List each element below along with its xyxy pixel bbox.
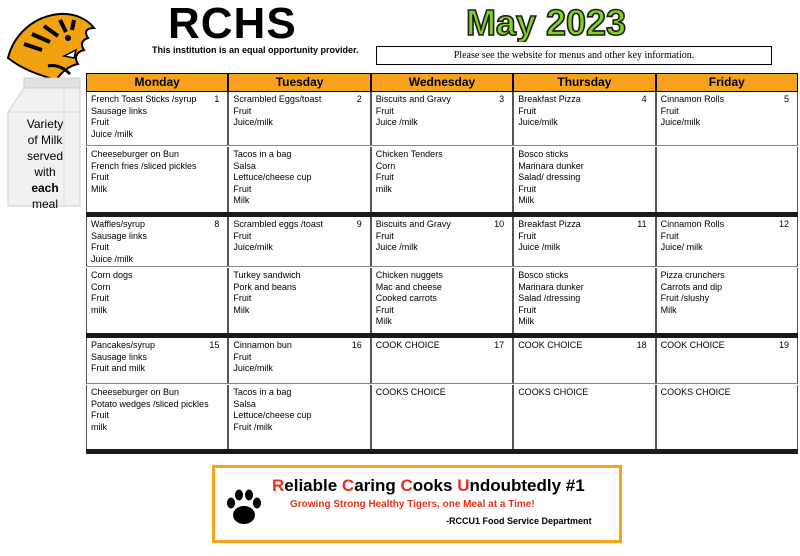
lunch-item: Chicken nuggets — [375, 270, 443, 280]
date-number: 10 — [494, 219, 505, 229]
lunch-item: Lettuce/cheese cup — [233, 172, 312, 182]
date-number: 11 — [637, 219, 647, 229]
week-divider — [86, 449, 798, 454]
lunch-item: Mac and cheese — [375, 281, 442, 292]
lunch-cell — [656, 385, 798, 449]
lunch-cell — [86, 147, 228, 212]
lunch-item: Corn — [375, 160, 396, 171]
breakfast-item: Cinnamon Rolls — [660, 219, 725, 229]
lunch-item: Fruit — [91, 293, 109, 303]
lunch-item: COOKS CHOICE — [375, 387, 446, 397]
breakfast-item: Cinnamon bun — [233, 340, 292, 350]
breakfast-item: Scrambled eggs /toast — [233, 219, 323, 229]
date-number: 9 — [356, 219, 362, 229]
milk-note-line: served — [26, 149, 64, 163]
breakfast-item: Juice/milk — [233, 117, 273, 127]
breakfast-item: COOK CHOICE — [660, 340, 725, 350]
breakfast-cell — [513, 92, 655, 145]
date-number: 8 — [214, 219, 220, 229]
lunch-cell — [371, 147, 513, 212]
lunch-item: Salsa — [233, 160, 256, 171]
meal-divider — [86, 145, 798, 146]
milk-note-line: of Milk — [27, 133, 63, 147]
breakfast-item: Fruit and milk — [91, 363, 146, 373]
breakfast-item: Juice/milk — [233, 242, 273, 252]
date-number: 16 — [351, 340, 362, 350]
lunch-item: Bosco sticks — [518, 149, 569, 159]
lunch-item: Fruit — [233, 183, 252, 194]
milk-note-line: each — [31, 181, 59, 195]
lunch-item: Fruit — [518, 183, 537, 194]
date-number: 2 — [356, 94, 362, 104]
breakfast-cell — [228, 338, 370, 383]
lunch-cell — [228, 268, 370, 333]
lunch-item: milk — [91, 421, 107, 432]
breakfast-cell — [656, 92, 798, 145]
date-number: 12 — [778, 219, 789, 229]
lunch-item: Salsa — [233, 398, 256, 409]
breakfast-item: Fruit — [91, 117, 109, 127]
breakfast-item: Sausage links — [91, 230, 148, 241]
day-header: Monday — [86, 73, 228, 92]
milk-note — [10, 116, 80, 212]
tagline: Growing Strong Healthy Tigers, one Meal at a Time! — [290, 499, 535, 510]
breakfast-item: Fruit — [518, 105, 537, 116]
breakfast-item: Fruit — [233, 351, 252, 362]
lunch-item: Pizza crunchers — [660, 270, 725, 280]
breakfast-cell — [86, 217, 228, 266]
slogan-initial: R — [272, 476, 285, 495]
breakfast-item: Juice /milk — [375, 242, 418, 252]
breakfast-item: Waffles/syrup — [91, 219, 146, 229]
lunch-item: Tacos in a bag — [233, 387, 292, 397]
slogan — [272, 476, 585, 496]
breakfast-cell — [513, 217, 655, 266]
breakfast-item: Breakfast Pizza — [518, 219, 581, 229]
slogan-initial: C — [400, 476, 413, 495]
lunch-item: Fruit /milk — [233, 421, 273, 432]
school-name: RCHS — [168, 0, 297, 48]
department-credit: -RCCU1 Food Service Department — [446, 516, 592, 526]
lunch-item: Marinara dunker — [518, 160, 584, 171]
lunch-cell — [228, 385, 370, 449]
breakfast-cell — [656, 217, 798, 266]
breakfast-item: Fruit — [233, 230, 252, 241]
slogan-word: ndoubtedly #1 — [469, 476, 585, 495]
lunch-item: Cheeseburger on Bun — [91, 387, 180, 397]
lunch-cell — [513, 385, 655, 449]
lunch-item: Tacos in a bag — [233, 149, 292, 159]
breakfast-item: Sausage links — [91, 351, 148, 362]
lunch-item: Milk — [660, 304, 677, 315]
lunch-item: Fruit — [233, 293, 252, 303]
breakfast-item: Scrambled Eggs/toast — [233, 94, 322, 104]
lunch-item: Fruit /slushy — [660, 293, 710, 303]
day-header: Wednesday — [371, 73, 513, 92]
lunch-cell — [86, 385, 228, 449]
slogan-word: aring — [354, 476, 401, 495]
lunch-item: Marinara dunker — [518, 281, 584, 292]
lunch-item: Corn dogs — [91, 270, 133, 280]
breakfast-cell — [228, 217, 370, 266]
lunch-cell — [513, 268, 655, 333]
lunch-item: Milk — [233, 195, 250, 205]
meal-divider — [86, 266, 798, 267]
menu-calendar — [86, 73, 798, 459]
breakfast-cell — [371, 217, 513, 266]
lunch-item: Salad/ dressing — [518, 172, 581, 182]
lunch-item: Fruit — [91, 410, 109, 420]
lunch-item: Salad /dressing — [518, 293, 581, 303]
lunch-item: Pork and beans — [233, 281, 297, 292]
slogan-word: ooks — [412, 476, 458, 495]
breakfast-cell — [513, 338, 655, 383]
slogan-initial: C — [341, 476, 355, 495]
lunch-cell — [656, 147, 798, 212]
breakfast-item: Juice /milk — [375, 117, 418, 127]
breakfast-item: Biscuits and Gravy — [375, 94, 451, 104]
lunch-item: Fruit — [375, 172, 394, 182]
breakfast-item: French Toast Sticks /syrup — [91, 94, 197, 104]
breakfast-item: Breakfast Pizza — [518, 94, 581, 104]
milk-note-line: with — [34, 165, 56, 179]
lunch-item: Milk — [518, 316, 535, 326]
milk-note-line: Variety — [26, 117, 64, 131]
breakfast-item: Juice /milk — [518, 242, 561, 252]
breakfast-item: Juice/milk — [518, 117, 558, 127]
date-number: 5 — [783, 94, 789, 104]
date-number: 4 — [641, 94, 647, 104]
date-number: 1 — [214, 94, 220, 104]
breakfast-item: Fruit — [375, 105, 394, 116]
breakfast-item: Juice/milk — [660, 117, 701, 127]
breakfast-item: Fruit — [518, 230, 537, 241]
breakfast-item: COOK CHOICE — [518, 340, 583, 350]
lunch-item: Cheeseburger on Bun — [91, 149, 180, 159]
lunch-item: Fruit — [375, 304, 394, 315]
lunch-item: Turkey sandwich — [233, 270, 301, 280]
breakfast-item: Fruit — [233, 105, 252, 116]
lunch-item: milk — [375, 183, 392, 194]
lunch-item: COOKS CHOICE — [660, 387, 731, 397]
breakfast-item: Fruit — [375, 230, 394, 241]
date-number: 3 — [499, 94, 505, 104]
breakfast-cell — [656, 338, 798, 383]
breakfast-cell — [371, 92, 513, 145]
website-notice: Please see the website for menus and other key information. — [376, 46, 772, 65]
breakfast-item: COOK CHOICE — [375, 340, 440, 350]
month-title-text: May 2023 — [465, 2, 627, 42]
lunch-item: Bosco sticks — [518, 270, 569, 280]
lunch-item: Carrots and dip — [660, 281, 723, 292]
date-number: 17 — [494, 340, 505, 350]
lunch-cell — [656, 268, 798, 333]
lunch-item: Corn — [91, 281, 111, 292]
breakfast-item: Juice/ milk — [660, 242, 703, 252]
date-number: 18 — [636, 340, 647, 350]
date-number: 15 — [209, 340, 220, 350]
breakfast-cell — [86, 338, 228, 383]
lunch-item: Chicken Tenders — [375, 149, 443, 159]
lunch-item: Milk — [375, 316, 392, 326]
lunch-cell — [371, 268, 513, 333]
breakfast-cell — [86, 92, 228, 145]
lunch-item: Milk — [91, 183, 107, 194]
lunch-item: COOKS CHOICE — [518, 387, 589, 397]
meal-divider — [86, 383, 798, 384]
milk-note-line: meal — [31, 197, 58, 211]
breakfast-item: Sausage links — [91, 105, 148, 116]
paw-print-icon — [226, 487, 262, 527]
breakfast-item: Fruit — [91, 242, 109, 252]
breakfast-item: Juice/milk — [233, 363, 273, 373]
breakfast-item: Fruit — [660, 230, 679, 241]
lunch-item: Fruit — [518, 304, 537, 315]
lunch-cell — [86, 268, 228, 333]
lunch-item: milk — [91, 304, 107, 315]
lunch-cell — [228, 147, 370, 212]
day-header: Friday — [656, 73, 798, 92]
breakfast-item: Juice /milk — [91, 253, 134, 264]
breakfast-cell — [371, 338, 513, 383]
equal-opportunity-statement: This institution is an equal opportunity provider. — [152, 45, 359, 55]
date-number: 19 — [778, 340, 789, 350]
month-title — [440, 2, 652, 42]
breakfast-item: Juice /milk — [91, 128, 134, 139]
lunch-item: Milk — [233, 304, 250, 315]
lunch-item: French fries /sliced pickles — [91, 160, 197, 171]
breakfast-item: Cinnamon Rolls — [660, 94, 725, 104]
day-header: Tuesday — [228, 73, 370, 92]
slogan-initial: U — [457, 476, 470, 495]
breakfast-item: Pancakes/syrup — [91, 340, 156, 350]
lunch-cell — [371, 385, 513, 449]
breakfast-item: Biscuits and Gravy — [375, 219, 451, 229]
breakfast-cell — [228, 92, 370, 145]
day-header: Thursday — [513, 73, 655, 92]
lunch-cell — [513, 147, 655, 212]
breakfast-item: Fruit — [660, 105, 679, 116]
slogan-word: eliable — [284, 476, 342, 495]
lunch-item: Cooked carrots — [375, 293, 437, 303]
lunch-item: Fruit — [91, 172, 109, 182]
lunch-item: Lettuce/cheese cup — [233, 410, 312, 420]
lunch-item: Milk — [518, 195, 535, 205]
lunch-item: Potato wedges /sliced pickles — [91, 398, 209, 409]
